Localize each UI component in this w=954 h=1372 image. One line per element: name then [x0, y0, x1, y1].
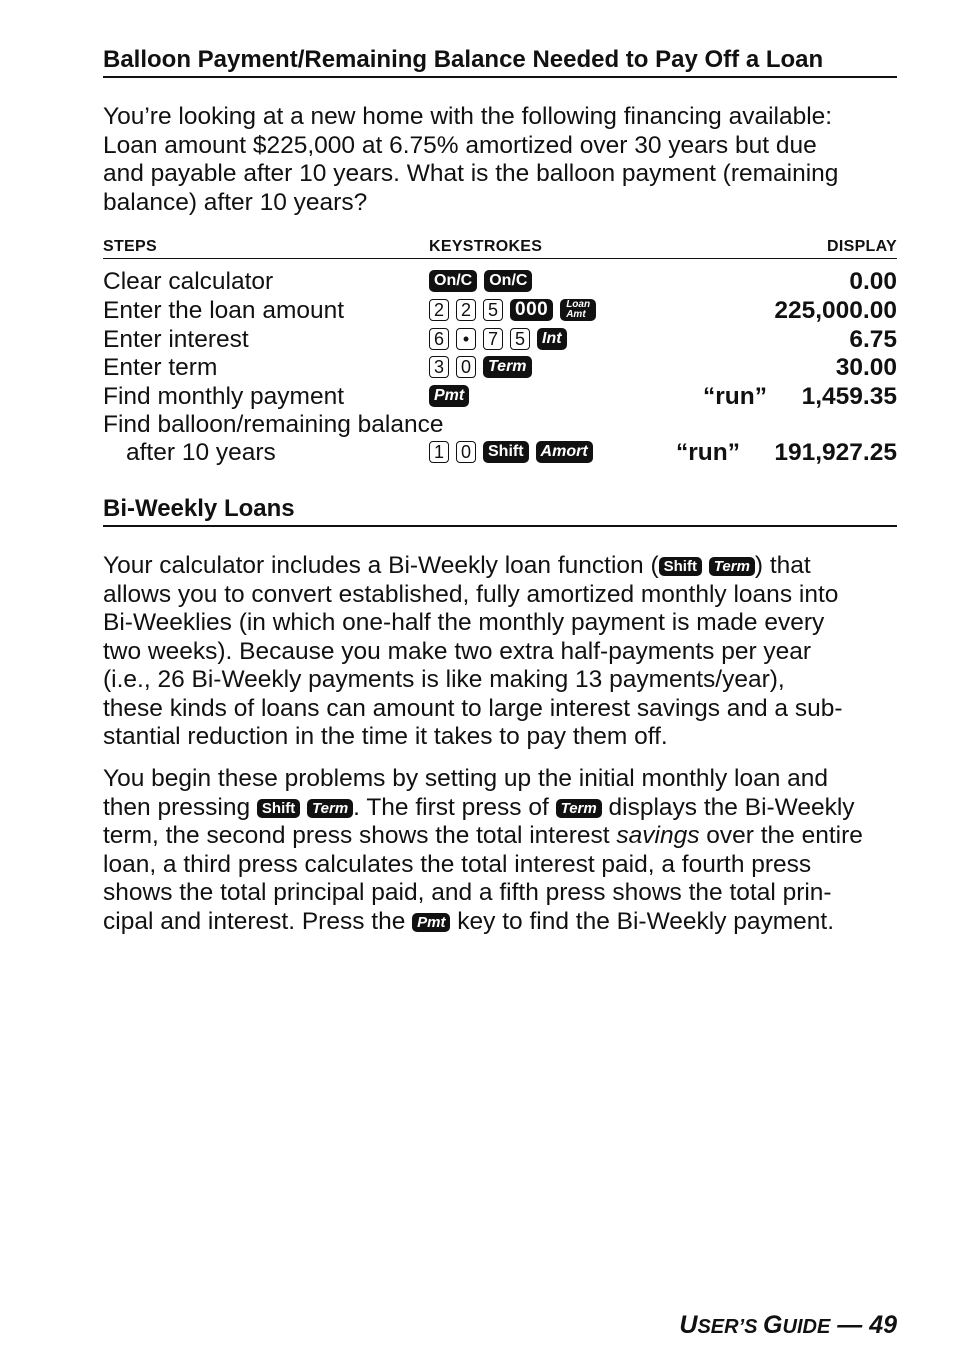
step-text: Clear calculator — [103, 268, 274, 295]
text-run: term, the second press shows the total interest — [103, 822, 617, 849]
footer-text: UIDE — [782, 1316, 831, 1338]
paragraph-line: stantial reduction in the time it takes to pay them off. — [103, 723, 668, 750]
footer-text: ’S — [738, 1316, 764, 1338]
paragraph-line: two weeks). Because you make two extra half-payments per year — [103, 637, 812, 665]
digit-key: 0 — [456, 356, 476, 378]
paragraph-line: shows the total principal paid, and a fifth press shows the total prin- — [103, 879, 832, 906]
text-run: displays the Bi-Weekly — [601, 793, 855, 821]
run-indicator: “run” — [676, 439, 740, 466]
display-value: 1,459.35 — [801, 383, 897, 410]
run-indicator: “run” — [703, 383, 767, 410]
digit-key: 7 — [483, 328, 503, 350]
keystroke-sequence — [429, 299, 596, 321]
table-row — [103, 326, 897, 354]
int-key: Int — [537, 328, 567, 350]
paragraph-line: (i.e., 26 Bi-Weekly payments is like making 13 payments/year), — [103, 666, 785, 693]
decimal-point-key: • — [456, 328, 476, 350]
intro-line: balance) after 10 years? — [103, 188, 368, 216]
paragraph-line: You begin these problems by setting up the initial monthly loan and — [103, 765, 829, 792]
table-row — [103, 354, 897, 382]
step-text: Find monthly payment — [103, 383, 345, 410]
step-text: Enter interest — [103, 326, 249, 353]
text-run: over the entire — [699, 822, 863, 849]
display-value: 6.75 — [849, 326, 897, 353]
display-column-header: DISPLAY — [827, 238, 897, 255]
pmt-key: Pmt — [429, 385, 469, 407]
keystroke-table-header — [103, 236, 897, 259]
term-key: Term — [483, 356, 532, 378]
footer-text: G — [763, 1311, 783, 1339]
keystroke-sequence — [429, 356, 532, 378]
digit-key: 3 — [429, 356, 449, 378]
steps-column-header: STEPS — [103, 238, 157, 255]
text-run: . The first press of — [353, 793, 556, 821]
page-number: — 49 — [830, 1311, 897, 1339]
bi-weekly-paragraph-1 — [103, 552, 897, 752]
display-value: 191,927.25 — [774, 439, 897, 466]
intro-paragraph — [103, 103, 897, 217]
digit-key: 6 — [429, 328, 449, 350]
section-heading-bi-weekly-loans: Bi-Weekly Loans — [103, 495, 897, 527]
term-key: Term — [709, 557, 755, 576]
amort-key: Amort — [536, 441, 593, 463]
text-run: cipal and interest. Press the — [103, 907, 413, 935]
page-footer — [679, 1311, 897, 1340]
text-run: ) that — [754, 552, 811, 579]
on-c-key: On/C — [484, 270, 532, 292]
table-row — [103, 411, 897, 439]
footer-text: U — [679, 1311, 698, 1339]
paragraph-line: Bi-Weeklies (in which one-half the monthly payment is made every — [103, 609, 825, 636]
triple-zero-key: 000 — [510, 299, 553, 321]
step-text: Find balloon/remaining balance — [103, 411, 444, 438]
loan-amt-key-word: Amt — [566, 309, 586, 320]
loan-amt-key — [560, 299, 596, 321]
display-value: 0.00 — [849, 268, 897, 295]
intro-line: You’re looking at a new home with the following financing available: — [103, 103, 833, 130]
text-run: then pressing — [103, 793, 257, 821]
keystrokes-column-header: KEYSTROKES — [429, 238, 543, 255]
table-row — [103, 439, 897, 467]
paragraph-line: these kinds of loans can amount to large interest savings and a sub- — [103, 694, 843, 722]
table-row — [103, 383, 897, 411]
intro-line: and payable after 10 years. What is the balloon payment (remaining — [103, 160, 839, 187]
digit-key: 5 — [483, 299, 503, 321]
loan-amt-key-label — [566, 300, 590, 320]
emphasis-savings: savings — [616, 822, 700, 849]
paragraph-line — [103, 822, 897, 851]
term-key: Term — [307, 799, 353, 818]
section-heading-balloon-payment: Balloon Payment/Remaining Balance Needed to Pay Off a Loan — [103, 46, 897, 78]
on-c-key: On/C — [429, 270, 477, 292]
bi-weekly-paragraph-2 — [103, 765, 897, 936]
pmt-key: Pmt — [412, 913, 450, 932]
keystroke-sequence — [429, 441, 593, 463]
paragraph-line — [103, 552, 897, 581]
keystroke-sequence — [429, 328, 567, 350]
loan-amt-key-word: Loan — [566, 299, 591, 310]
table-row — [103, 297, 897, 325]
paragraph-line: allows you to convert established, fully amortized monthly loans into — [103, 580, 839, 608]
intro-line: Loan amount $225,000 at 6.75% amortized over 30 years but due — [103, 131, 817, 159]
digit-key: 2 — [456, 299, 476, 321]
text-run: key to find the Bi-Weekly payment. — [450, 907, 835, 935]
digit-key: 1 — [429, 441, 449, 463]
step-text: after 10 years — [126, 439, 276, 466]
step-text: Enter term — [103, 354, 218, 381]
step-text: Enter the loan amount — [103, 297, 345, 324]
shift-key: Shift — [257, 799, 300, 818]
display-value: 30.00 — [835, 354, 897, 381]
keystroke-sequence — [429, 270, 532, 292]
display-value: 225,000.00 — [774, 297, 897, 324]
digit-key: 2 — [429, 299, 449, 321]
digit-key: 0 — [456, 441, 476, 463]
paragraph-line — [103, 908, 897, 937]
footer-text: SER — [697, 1316, 739, 1338]
term-key: Term — [556, 799, 602, 818]
keystroke-sequence — [429, 385, 469, 407]
paragraph-line — [103, 794, 897, 823]
table-row — [103, 268, 897, 296]
paragraph-line: loan, a third press calculates the total interest paid, a fourth press — [103, 850, 812, 878]
shift-key: Shift — [483, 441, 529, 463]
digit-key: 5 — [510, 328, 530, 350]
shift-key: Shift — [659, 557, 702, 576]
text-run: Your calculator includes a Bi-Weekly loan function ( — [103, 552, 659, 579]
